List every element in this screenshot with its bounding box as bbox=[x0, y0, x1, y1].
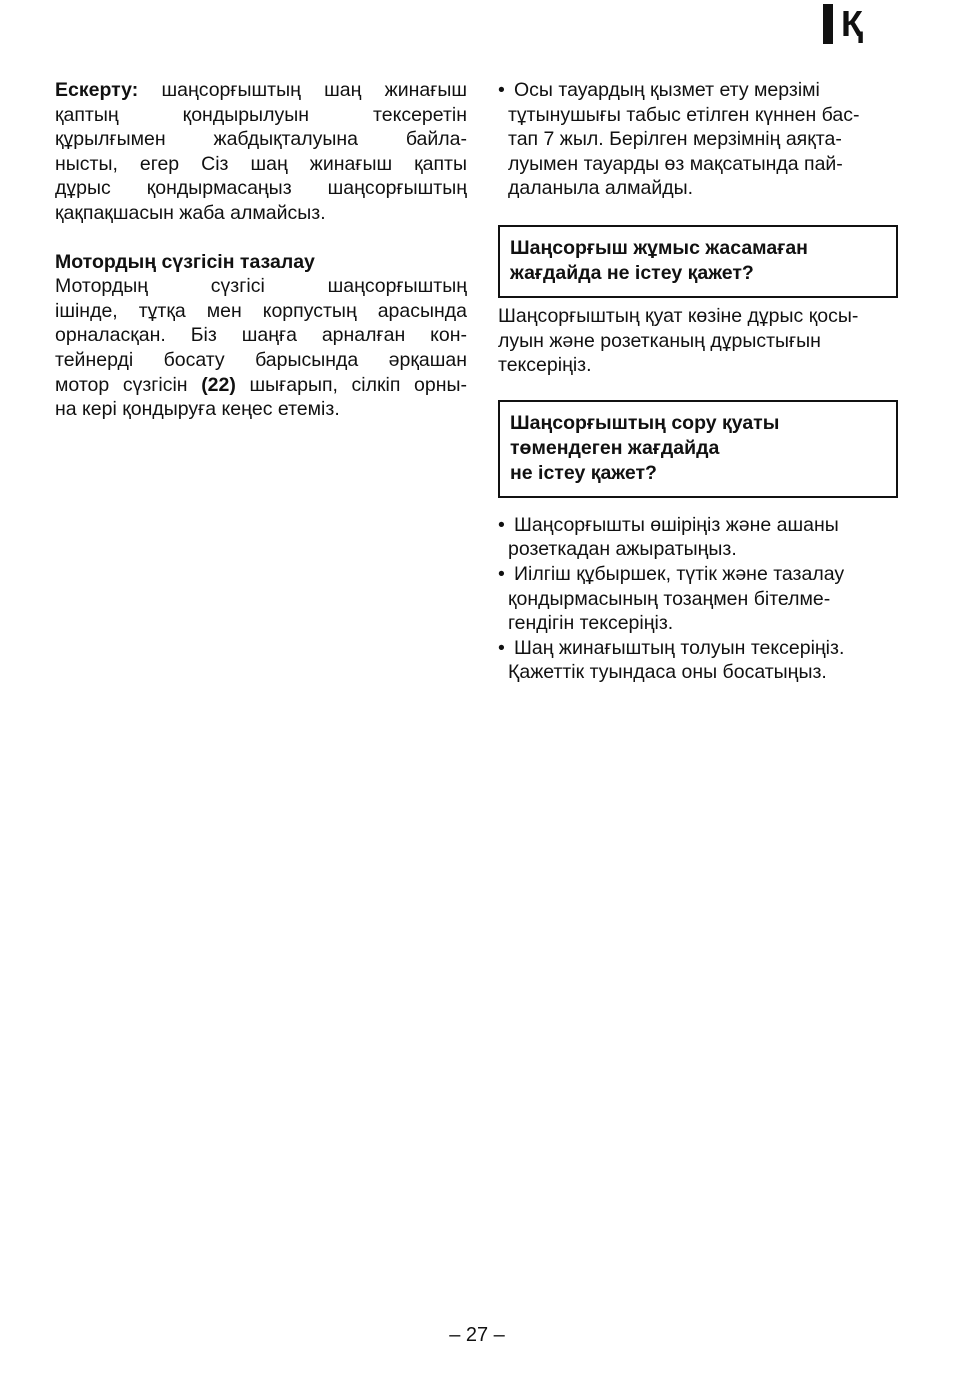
box-title-line: жағдайда не істеу қажет? bbox=[510, 261, 754, 284]
box-title-line: не істеу қажет? bbox=[510, 461, 657, 484]
note-line: құрылғымен жабдықталуына байла- bbox=[55, 128, 467, 151]
low-suction-line: қондырмасының тозаңмен бітелме- bbox=[508, 587, 831, 610]
low-suction-item bbox=[498, 513, 914, 562]
low-suction-line: Шаң жинағыштың толуын тексеріңіз. bbox=[514, 636, 845, 659]
motor-filter-line-post: шығарып, сілкіп орны- bbox=[235, 373, 468, 396]
service-life-line: луымен тауарды өз мақсатында пай- bbox=[508, 152, 843, 175]
note-line: дұрыс қондырмасаңыз шаңсорғыштың bbox=[55, 177, 467, 200]
box-title-line: Шаңсорғыштың сору қуаты bbox=[510, 411, 780, 434]
language-marker bbox=[823, 2, 863, 46]
service-life-line: тұтынушығы табыс етілген күннен бас- bbox=[508, 103, 860, 126]
right-column bbox=[498, 78, 914, 685]
note-paragraph bbox=[55, 78, 467, 226]
motor-filter-heading: Мотордың сүзгісін тазалау bbox=[55, 250, 315, 273]
part-reference: (22) bbox=[201, 373, 236, 396]
service-life-item bbox=[498, 78, 914, 201]
not-working-line: луын және розетканың дұрыстығын bbox=[498, 329, 821, 352]
low-suction-line: Шаңсорғышты өшіріңіз және ашаны bbox=[514, 513, 839, 536]
troubleshoot-box-not-working bbox=[498, 225, 898, 298]
low-suction-item bbox=[498, 636, 914, 685]
note-line: қақпақшасын жаба алмайсыз. bbox=[55, 201, 326, 224]
low-suction-item bbox=[498, 562, 914, 636]
not-working-line: тексеріңіз. bbox=[498, 354, 592, 377]
bullet-glyph: • bbox=[498, 513, 505, 536]
service-life-line: даланыла алмайды. bbox=[508, 177, 694, 200]
troubleshoot-box-low-suction bbox=[498, 400, 898, 498]
page-number: – 27 – bbox=[449, 1324, 505, 1346]
motor-filter-line: на кері қондыруға кеңес етеміз. bbox=[55, 398, 340, 421]
not-working-line: Шаңсорғыштың қуат көзіне дұрыс қосы- bbox=[498, 304, 859, 327]
box-title-line: Шаңсорғыш жұмыс жасамаған bbox=[510, 236, 808, 259]
motor-filter-line: орналасқан. Біз шаңға арналған кон- bbox=[55, 324, 467, 347]
low-suction-line: гендігін тексеріңіз. bbox=[508, 612, 674, 635]
low-suction-line: Қажеттік туындаса оны босатыңыз. bbox=[508, 661, 827, 684]
language-bar bbox=[823, 4, 833, 44]
language-code: Қ bbox=[841, 3, 863, 44]
note-line-rest: шаңсорғыштың шаң жинағыш bbox=[138, 79, 467, 101]
service-life-line: Осы тауардың қызмет ету мерзімі bbox=[514, 79, 820, 101]
left-column bbox=[55, 78, 467, 422]
bullet-glyph: • bbox=[498, 636, 505, 659]
note-label: Ескерту: bbox=[55, 79, 139, 101]
box-title-line: төмендеген жағдайда bbox=[510, 436, 720, 459]
bullet-glyph: • bbox=[498, 79, 505, 101]
motor-filter-paragraph bbox=[55, 274, 467, 422]
motor-filter-line: Мотордың сүзгісі шаңсорғыштың bbox=[55, 275, 467, 298]
motor-filter-line: тейнерді босату барысында әрқашан bbox=[55, 348, 467, 371]
note-line bbox=[55, 78, 467, 103]
not-working-paragraph bbox=[498, 304, 914, 378]
note-line: қаптың қондырылуын тексеретін bbox=[55, 103, 467, 126]
service-life-line: тап 7 жыл. Берілген мерзімнің аяқта- bbox=[508, 128, 842, 151]
note-line: нысты, егер Сіз шаң жинағыш қапты bbox=[55, 152, 467, 175]
bullet-glyph: • bbox=[498, 562, 505, 585]
motor-filter-line-pre: мотор сүзгісін bbox=[55, 373, 202, 396]
motor-filter-line bbox=[55, 373, 467, 398]
low-suction-line: розеткадан ажыратыңыз. bbox=[508, 538, 737, 561]
motor-filter-line: ішінде, тұтқа мен корпустың арасында bbox=[55, 299, 467, 322]
low-suction-line: Иілгіш құбыршек, түтік және тазалау bbox=[514, 562, 845, 585]
